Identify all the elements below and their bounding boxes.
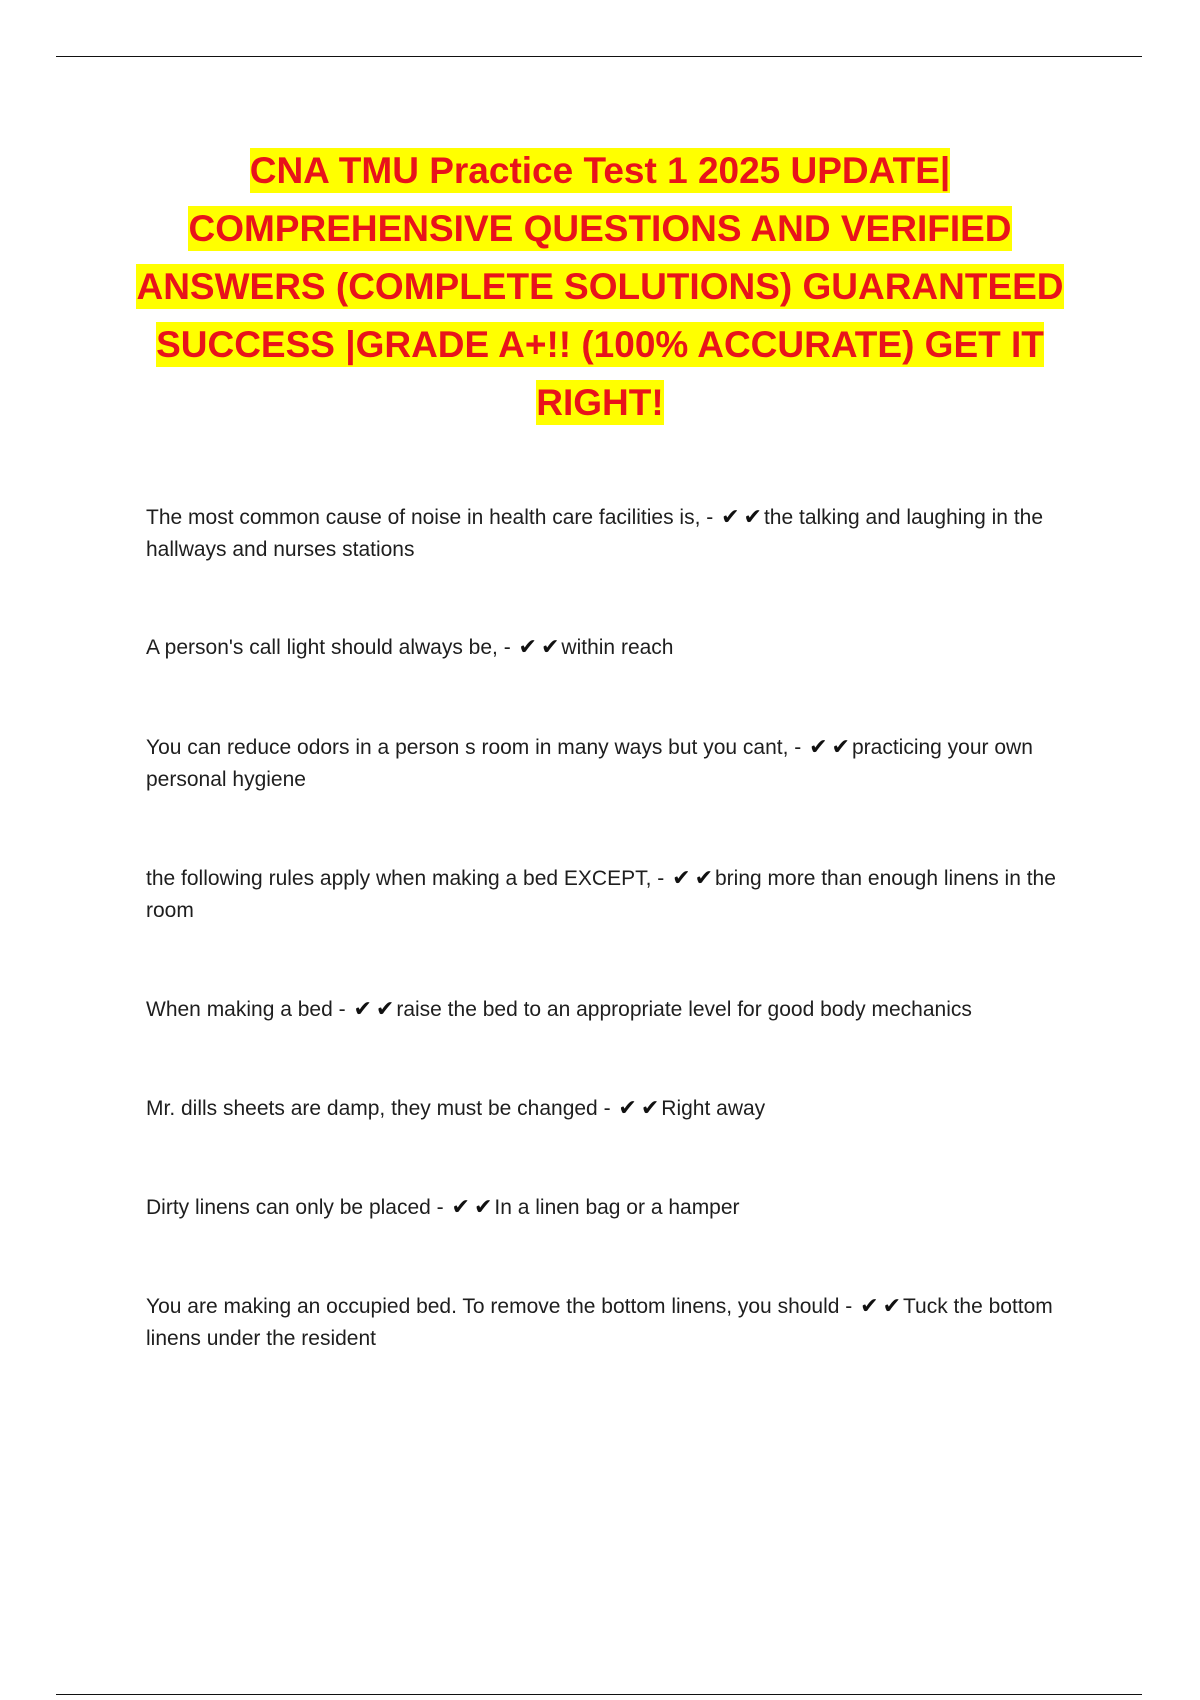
check-icon: ✔ <box>831 735 850 760</box>
check-icon: ✔ <box>640 1096 660 1121</box>
separator: - <box>332 998 352 1021</box>
question-text: When making a bed <box>146 998 333 1021</box>
answer-text: Tuck the bottom linens under the resident <box>146 1295 1053 1350</box>
question-text: Mr. dills sheets are damp, they must be changed <box>146 1097 598 1120</box>
separator: - <box>430 1196 450 1219</box>
answer-text: the talking and laughing in the hallways and nurses stations <box>146 506 1044 561</box>
qa-item <box>146 1192 1082 1224</box>
separator: - <box>597 1097 617 1120</box>
qa-item <box>146 994 1082 1026</box>
question-text: You can reduce odors in a person s room in many ways but you cant, <box>146 736 789 759</box>
check-icon: ✔ <box>353 997 372 1022</box>
check-icon: ✔ <box>518 635 537 660</box>
question-text: A person's call light should always be, <box>146 636 498 659</box>
answer-text: bring more than enough linens in the room <box>146 867 1056 922</box>
separator: - <box>788 736 808 759</box>
check-icon: ✔ <box>451 1195 470 1220</box>
separator: - <box>700 506 720 529</box>
check-icon: ✔ <box>618 1096 637 1121</box>
question-text: the following rules apply when making a bed EXCEPT, <box>146 867 652 890</box>
check-icon: ✔ <box>882 1294 901 1319</box>
check-icon: ✔ <box>694 866 713 891</box>
answer-text: Right away <box>661 1097 766 1120</box>
answer-text: within reach <box>561 636 674 659</box>
qa-item <box>146 1093 1082 1125</box>
answer-text: raise the bed to an appropriate level for good body mechanics <box>396 998 972 1021</box>
check-icon: ✔ <box>809 735 828 760</box>
check-icon: ✔ <box>375 997 395 1022</box>
check-icon: ✔ <box>672 866 691 891</box>
question-text: You are making an occupied bed. To remove the bottom linens, you should <box>146 1295 840 1318</box>
check-icon: ✔ <box>860 1294 879 1319</box>
qa-item <box>146 1291 1082 1355</box>
separator: - <box>497 636 517 659</box>
question-text: Dirty linens can only be placed <box>146 1196 431 1219</box>
document-title <box>130 142 1070 432</box>
separator: - <box>839 1295 859 1318</box>
separator: - <box>651 867 671 890</box>
check-icon: ✔ <box>473 1195 493 1220</box>
qa-item <box>146 863 1082 927</box>
top-rule <box>56 56 1142 57</box>
bottom-rule <box>56 1694 1142 1695</box>
qa-item <box>146 502 1082 566</box>
question-text: The most common cause of noise in health care facilities is, <box>146 506 701 529</box>
document-title-text: CNA TMU Practice Test 1 2025 UPDATE| COMPREHENSIVE QUESTIONS AND VERIFIED ANSWERS (COMPLETE SOLUTIONS) GUARANTEED SUCCESS |GRADE A+!! (100% ACCURATE) GET IT RIGHT! <box>136 150 1064 423</box>
answer-text: practicing your own personal hygiene <box>146 736 1033 791</box>
qa-item <box>146 632 1082 664</box>
check-icon: ✔ <box>721 505 740 530</box>
answer-text: In a linen bag or a hamper <box>494 1196 740 1219</box>
check-icon: ✔ <box>743 505 762 530</box>
qa-item <box>146 732 1082 796</box>
check-icon: ✔ <box>540 635 560 660</box>
